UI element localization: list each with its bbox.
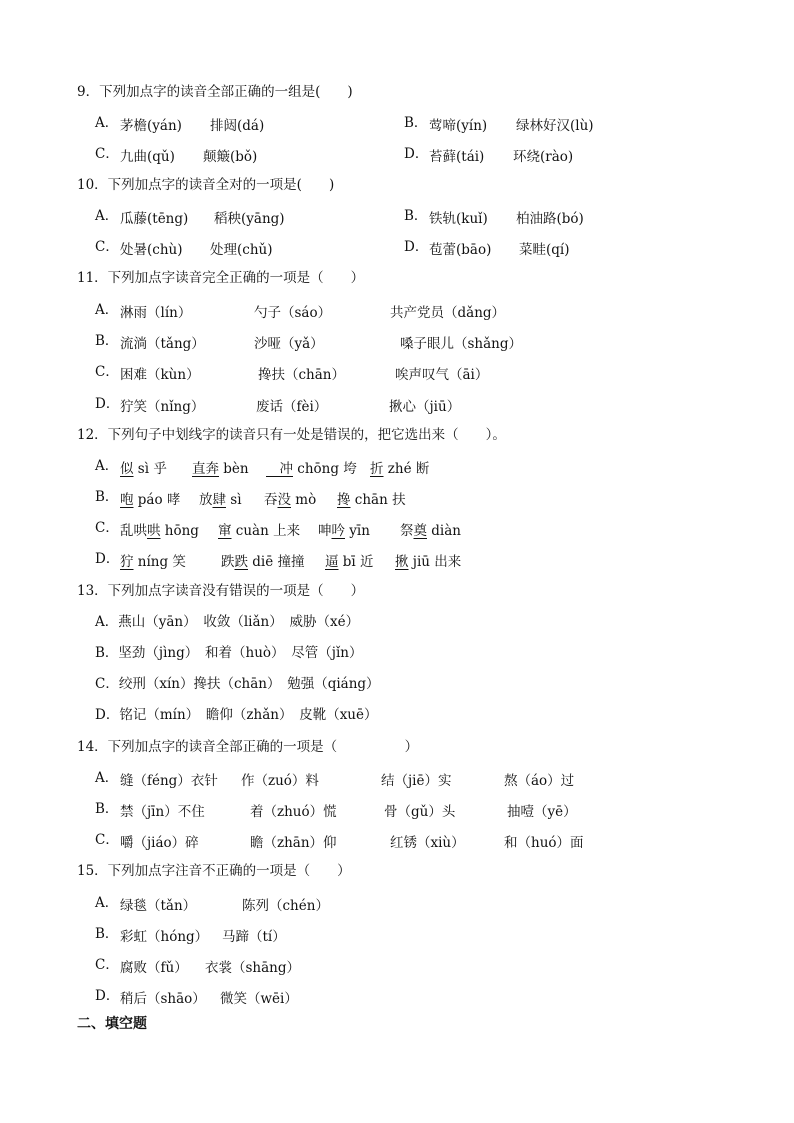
q14-c-item-4: 和（huó）面 — [504, 835, 584, 851]
q12-d-item-1 — [120, 550, 186, 570]
section-2-title: 二、填空题 — [77, 1016, 147, 1032]
q10-c-item-1: 处暑(chù) — [120, 242, 183, 258]
q15-a-item-1: 绿毯（tǎn） — [120, 898, 197, 914]
q11-c-item-3: 唉声叹气（āi） — [395, 367, 489, 383]
q13-option-c[interactable] — [95, 675, 380, 693]
q9-c-item-2: 颠簸(bǒ) — [203, 149, 258, 165]
option-letter: D． — [95, 988, 120, 1004]
q11-c-item-1: 困难（kùn） — [120, 367, 200, 383]
question-10-stem: 10．下列加点字的读音全对的一项是( ) — [77, 177, 335, 193]
option-letter: D． — [95, 396, 120, 412]
q10-option-c[interactable] — [95, 238, 119, 256]
option-letter: D． — [95, 707, 120, 723]
pinyin: níng 笑 — [133, 554, 186, 570]
q9-a-item-1: 茅檐(yán) — [120, 118, 182, 134]
q14-c-item-3: 红锈（xiù） — [390, 835, 465, 851]
option-letter: A． — [95, 614, 119, 630]
option-text: 绞刑（xín）搀扶（chān） 勉强（qiáng） — [118, 676, 380, 692]
pinyin: mò — [291, 492, 317, 508]
q11-b-item-2: 沙哑（yǎ） — [254, 336, 324, 352]
q12-d-item-2 — [221, 550, 305, 570]
pinyin: zhé 断 — [383, 461, 430, 477]
q14-option-b[interactable] — [95, 800, 118, 818]
q10-option-d[interactable] — [404, 238, 428, 256]
q15-d-item-1: 稍后（shāo） — [120, 991, 206, 1007]
pinyin: chōng 垮 — [293, 461, 357, 477]
question-14-stem: 14．下列加点字的读音全部正确的一项是（ ） — [77, 739, 419, 755]
pinyin: yīn — [345, 523, 370, 539]
q14-a-item-2: 作（zuó）料 — [241, 773, 319, 789]
q9-option-d[interactable] — [404, 145, 428, 163]
q14-a-item-4: 熬（áo）过 — [504, 773, 575, 789]
q10-a-item-1: 瓜藤(tēng) — [120, 211, 189, 227]
q14-a-item-1: 缝（féng）衣针 — [120, 773, 218, 789]
q11-b-item-3: 嗓子眼儿（shǎng） — [400, 336, 523, 352]
option-letter: C． — [95, 957, 119, 973]
q11-d-item-3: 揪心（jiū） — [389, 399, 461, 415]
underlined-char: 吟 — [331, 523, 345, 539]
underlined-char: 肆 — [212, 492, 226, 508]
underlined-char: 哄 — [147, 523, 161, 539]
q12-d-item-3 — [325, 550, 374, 570]
pinyin: sì — [226, 492, 242, 508]
item-prefix: 跌 — [221, 554, 235, 570]
q10-a-item-2: 稻秧(yāng) — [214, 211, 285, 227]
option-letter: B． — [95, 801, 119, 817]
underlined-char: 搀 — [337, 492, 351, 508]
pinyin: cuàn 上来 — [231, 523, 301, 539]
q13-option-b[interactable] — [95, 644, 362, 662]
q11-option-c[interactable] — [95, 363, 119, 381]
underlined-char: 冲 — [266, 461, 293, 477]
q9-option-c[interactable] — [95, 145, 119, 163]
q12-a-item-2 — [192, 457, 249, 477]
q10-c-item-2: 处理(chǔ) — [210, 242, 273, 258]
q11-option-d[interactable] — [95, 395, 119, 413]
q9-a-item-2: 排闼(dá) — [210, 118, 265, 134]
q14-b-item-3: 骨（gǔ）头 — [384, 804, 456, 820]
q14-b-item-1: 禁（jīn）不住 — [120, 804, 205, 820]
q10-b-item-1: 铁轨(kuǐ) — [429, 211, 488, 227]
pinyin: hōng — [160, 523, 199, 539]
q9-d-item-1: 苔藓(tái) — [429, 149, 485, 165]
q15-option-c[interactable] — [95, 956, 119, 974]
q11-a-item-1: 淋雨（lín） — [120, 305, 192, 321]
option-letter: B． — [95, 645, 119, 661]
pinyin: páo 哮 — [133, 492, 181, 508]
option-letter: C． — [95, 239, 119, 255]
question-12-stem: 12．下列句子中划线字的读音只有一处是错误的，把它选出来（ ）。 — [77, 427, 506, 443]
underlined-char: 没 — [277, 492, 291, 508]
underlined-char: 奠 — [413, 523, 427, 539]
q15-d-item-2: 微笑（wēi） — [220, 991, 298, 1007]
q12-c-item-1 — [120, 519, 199, 539]
q12-a-item-4 — [370, 457, 429, 477]
q13-option-a[interactable] — [95, 613, 359, 631]
q13-option-d[interactable] — [95, 706, 378, 724]
q9-b-item-2: 绿林好汉(lù) — [516, 118, 594, 134]
q14-b-item-2: 着（zhuó）慌 — [250, 804, 337, 820]
underlined-char: 咆 — [120, 492, 134, 508]
option-letter: B． — [95, 489, 119, 505]
q9-b-item-1: 莺啼(yín) — [429, 118, 488, 134]
pinyin: chān 扶 — [350, 492, 406, 508]
q12-a-item-3 — [266, 457, 357, 477]
q12-a-item-1 — [120, 457, 167, 477]
q11-a-item-2: 勺子（sáo） — [254, 305, 332, 321]
q14-a-item-3: 结（jiē）实 — [381, 773, 452, 789]
option-letter: B． — [404, 208, 428, 224]
option-letter: D． — [404, 239, 429, 255]
q15-a-item-2: 陈列（chén） — [242, 898, 329, 914]
q12-c-item-3 — [318, 519, 370, 539]
q11-c-item-2: 搀扶（chān） — [258, 367, 345, 383]
underlined-char: 逼 — [325, 554, 339, 570]
underlined-char: 狞 — [120, 554, 134, 570]
option-text: 铭记（mín） 瞻仰（zhǎn） 皮靴（xuē） — [119, 707, 378, 723]
q14-b-item-4: 抽噎（yē） — [507, 804, 577, 820]
q15-b-item-2: 马蹄（tí） — [222, 929, 286, 945]
pinyin: sì 乎 — [133, 461, 167, 477]
q12-b-item-3 — [264, 488, 316, 508]
q15-option-d[interactable] — [95, 987, 119, 1005]
item-prefix: 乱哄 — [120, 523, 147, 539]
option-letter: C． — [95, 364, 119, 380]
item-prefix: 吞 — [264, 492, 278, 508]
q14-option-c[interactable] — [95, 831, 119, 849]
q10-d-item-2: 菜畦(qí) — [519, 242, 570, 258]
option-text: 燕山（yān） 收敛（liǎn） 威胁（xé） — [118, 614, 360, 630]
q12-option-c[interactable] — [95, 519, 119, 537]
option-letter: D． — [95, 551, 120, 567]
option-letter: A． — [95, 115, 119, 131]
pinyin: bèn — [219, 461, 249, 477]
underlined-char: 直奔 — [192, 461, 219, 477]
q15-c-item-2: 衣裳（shāng） — [205, 960, 301, 976]
underlined-char: 窜 — [218, 523, 232, 539]
q12-b-item-1 — [120, 488, 180, 508]
q9-option-a[interactable] — [95, 114, 118, 132]
q15-b-item-1: 彩虹（hóng） — [120, 929, 209, 945]
pinyin: diē 撞撞 — [248, 554, 305, 570]
q11-d-item-1: 狞笑（nǐng） — [120, 399, 205, 415]
q9-option-b[interactable] — [404, 114, 427, 132]
q12-b-item-4 — [337, 488, 406, 508]
option-letter: B． — [95, 333, 119, 349]
option-letter: A． — [95, 895, 119, 911]
q9-d-item-2: 环绕(rào) — [513, 149, 574, 165]
q10-b-item-2: 柏油路(bó) — [516, 211, 584, 227]
underlined-char: 似 — [120, 461, 134, 477]
option-letter: A． — [95, 302, 119, 318]
option-letter: A． — [95, 770, 119, 786]
item-prefix: 呻 — [318, 523, 332, 539]
option-letter: C． — [95, 520, 119, 536]
q14-option-a[interactable] — [95, 769, 118, 787]
question-13-stem: 13．下列加点字读音没有错误的一项是（ ） — [77, 583, 365, 599]
option-letter: A． — [95, 458, 119, 474]
question-15-stem: 15．下列加点字注音不正确的一项是（ ） — [77, 863, 351, 879]
q12-option-d[interactable] — [95, 550, 119, 568]
q15-c-item-1: 腐败（fǔ） — [120, 960, 188, 976]
q15-option-b[interactable] — [95, 925, 118, 943]
option-letter: C． — [95, 676, 119, 692]
item-prefix: 放 — [199, 492, 213, 508]
option-letter: C． — [95, 146, 119, 162]
q15-option-a[interactable] — [95, 894, 118, 912]
pinyin: diàn — [427, 523, 461, 539]
option-letter: A． — [95, 208, 119, 224]
underlined-char: 折 — [370, 461, 384, 477]
q11-b-item-1: 流淌（tǎng） — [120, 336, 205, 352]
option-letter: B． — [95, 926, 119, 942]
q9-c-item-1: 九曲(qǔ) — [120, 149, 175, 165]
q12-option-b[interactable] — [95, 488, 118, 506]
option-letter: B． — [404, 115, 428, 131]
q14-c-item-1: 嚼（jiáo）碎 — [120, 835, 199, 851]
q11-a-item-3: 共产党员（dǎng） — [390, 305, 506, 321]
question-11-stem: 11．下列加点字读音完全正确的一项是（ ） — [77, 270, 365, 286]
q12-c-item-4 — [400, 519, 461, 539]
q12-d-item-4 — [395, 550, 461, 570]
q10-option-a[interactable] — [95, 207, 118, 225]
question-9-stem: 9．下列加点字的读音全部正确的一组是( ) — [77, 84, 353, 100]
q10-option-b[interactable] — [404, 207, 427, 225]
q11-d-item-2: 废话（fèi） — [256, 399, 328, 415]
option-letter: C． — [95, 832, 119, 848]
q12-option-a[interactable] — [95, 457, 118, 475]
pinyin: jiū 出来 — [408, 554, 462, 570]
q10-d-item-1: 苞蕾(bāo) — [429, 242, 492, 258]
q12-c-item-2 — [218, 519, 300, 539]
underlined-char: 跌 — [234, 554, 248, 570]
pinyin: bī 近 — [338, 554, 374, 570]
option-text: 坚劲（jìng） 和着（huò） 尽管（jǐn） — [118, 645, 363, 661]
q12-b-item-2 — [199, 488, 242, 508]
q11-option-b[interactable] — [95, 332, 118, 350]
q14-c-item-2: 瞻（zhān）仰 — [250, 835, 337, 851]
item-prefix: 祭 — [400, 523, 414, 539]
underlined-char: 揪 — [395, 554, 409, 570]
q11-option-a[interactable] — [95, 301, 118, 319]
option-letter: D． — [404, 146, 429, 162]
